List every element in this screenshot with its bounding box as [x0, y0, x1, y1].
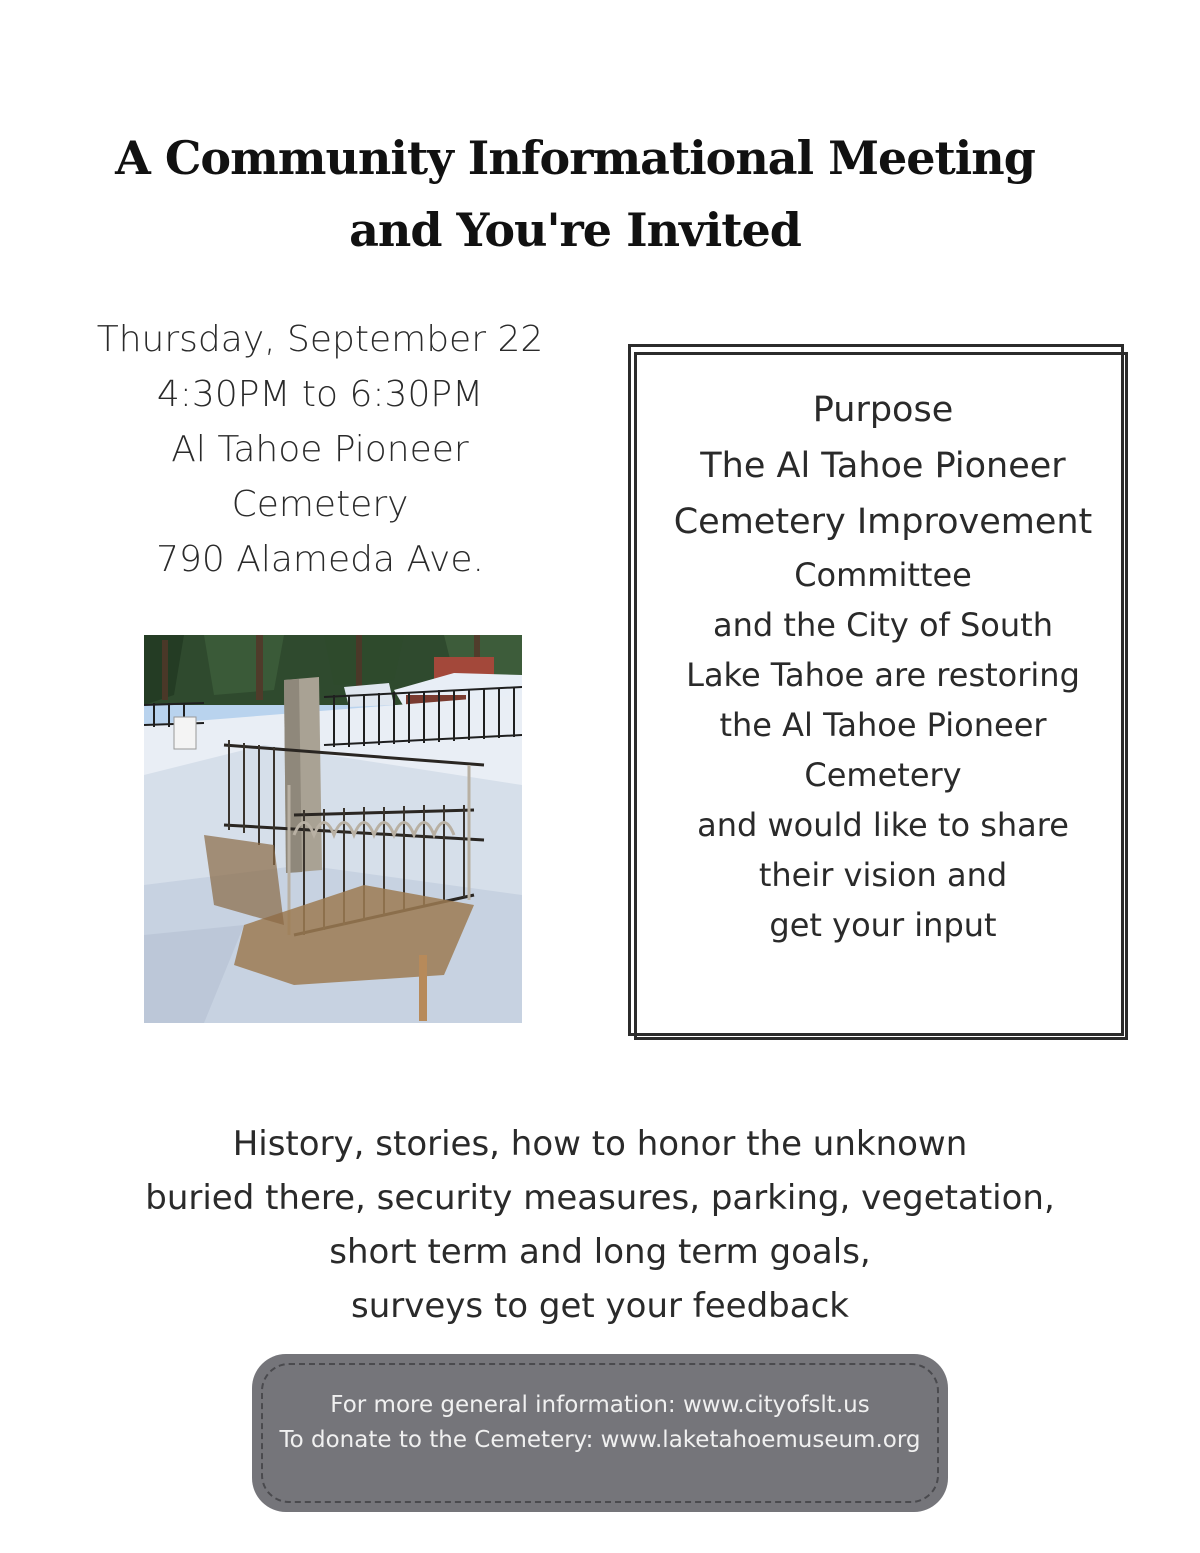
topics-line: surveys to get your feedback — [351, 1286, 849, 1326]
event-time: 4:30PM to 6:30PM — [156, 374, 484, 415]
purpose-line: Committee — [794, 556, 972, 594]
purpose-line: and the City of South — [713, 606, 1053, 644]
event-address: 790 Alameda Ave. — [156, 539, 484, 580]
topics-line: History, stories, how to honor the unknown — [232, 1124, 968, 1164]
purpose-line: Lake Tahoe are restoring — [686, 656, 1080, 694]
title-line-2: and You're Invited — [349, 203, 801, 257]
purpose-line: get your input — [769, 906, 997, 944]
topics-section — [0, 1117, 1200, 1333]
topics-line: short term and long term goals, — [329, 1232, 871, 1272]
title-line-1: A Community Informational Meeting — [115, 131, 1035, 185]
purpose-line: Cemetery Improvement — [673, 502, 1093, 542]
event-venue-line-1: Al Tahoe Pioneer — [171, 429, 469, 470]
purpose-line: their vision and — [758, 856, 1008, 894]
flyer-title — [0, 122, 1150, 266]
purpose-line: Cemetery — [804, 756, 962, 794]
purpose-heading: Purpose — [812, 390, 954, 430]
contact-info-lines — [252, 1388, 948, 1458]
purpose-line: and would like to share — [697, 806, 1069, 844]
purpose-line: the Al Tahoe Pioneer — [719, 706, 1047, 744]
cemetery-photo — [144, 635, 522, 1023]
contact-info-box — [252, 1354, 948, 1512]
event-venue-line-2: Cemetery — [231, 484, 409, 525]
event-date: Thursday, September 22 — [96, 319, 544, 360]
event-details — [90, 312, 550, 587]
topics-line: buried there, security measures, parking, vegetation, — [145, 1178, 1055, 1218]
donate-link-text: To donate to the Cemetery: www.laketahoemuseum.org — [279, 1427, 921, 1453]
purpose-section — [640, 382, 1126, 950]
general-info-link-text: For more general information: www.cityofslt.us — [330, 1392, 870, 1418]
purpose-line: The Al Tahoe Pioneer — [700, 446, 1066, 486]
